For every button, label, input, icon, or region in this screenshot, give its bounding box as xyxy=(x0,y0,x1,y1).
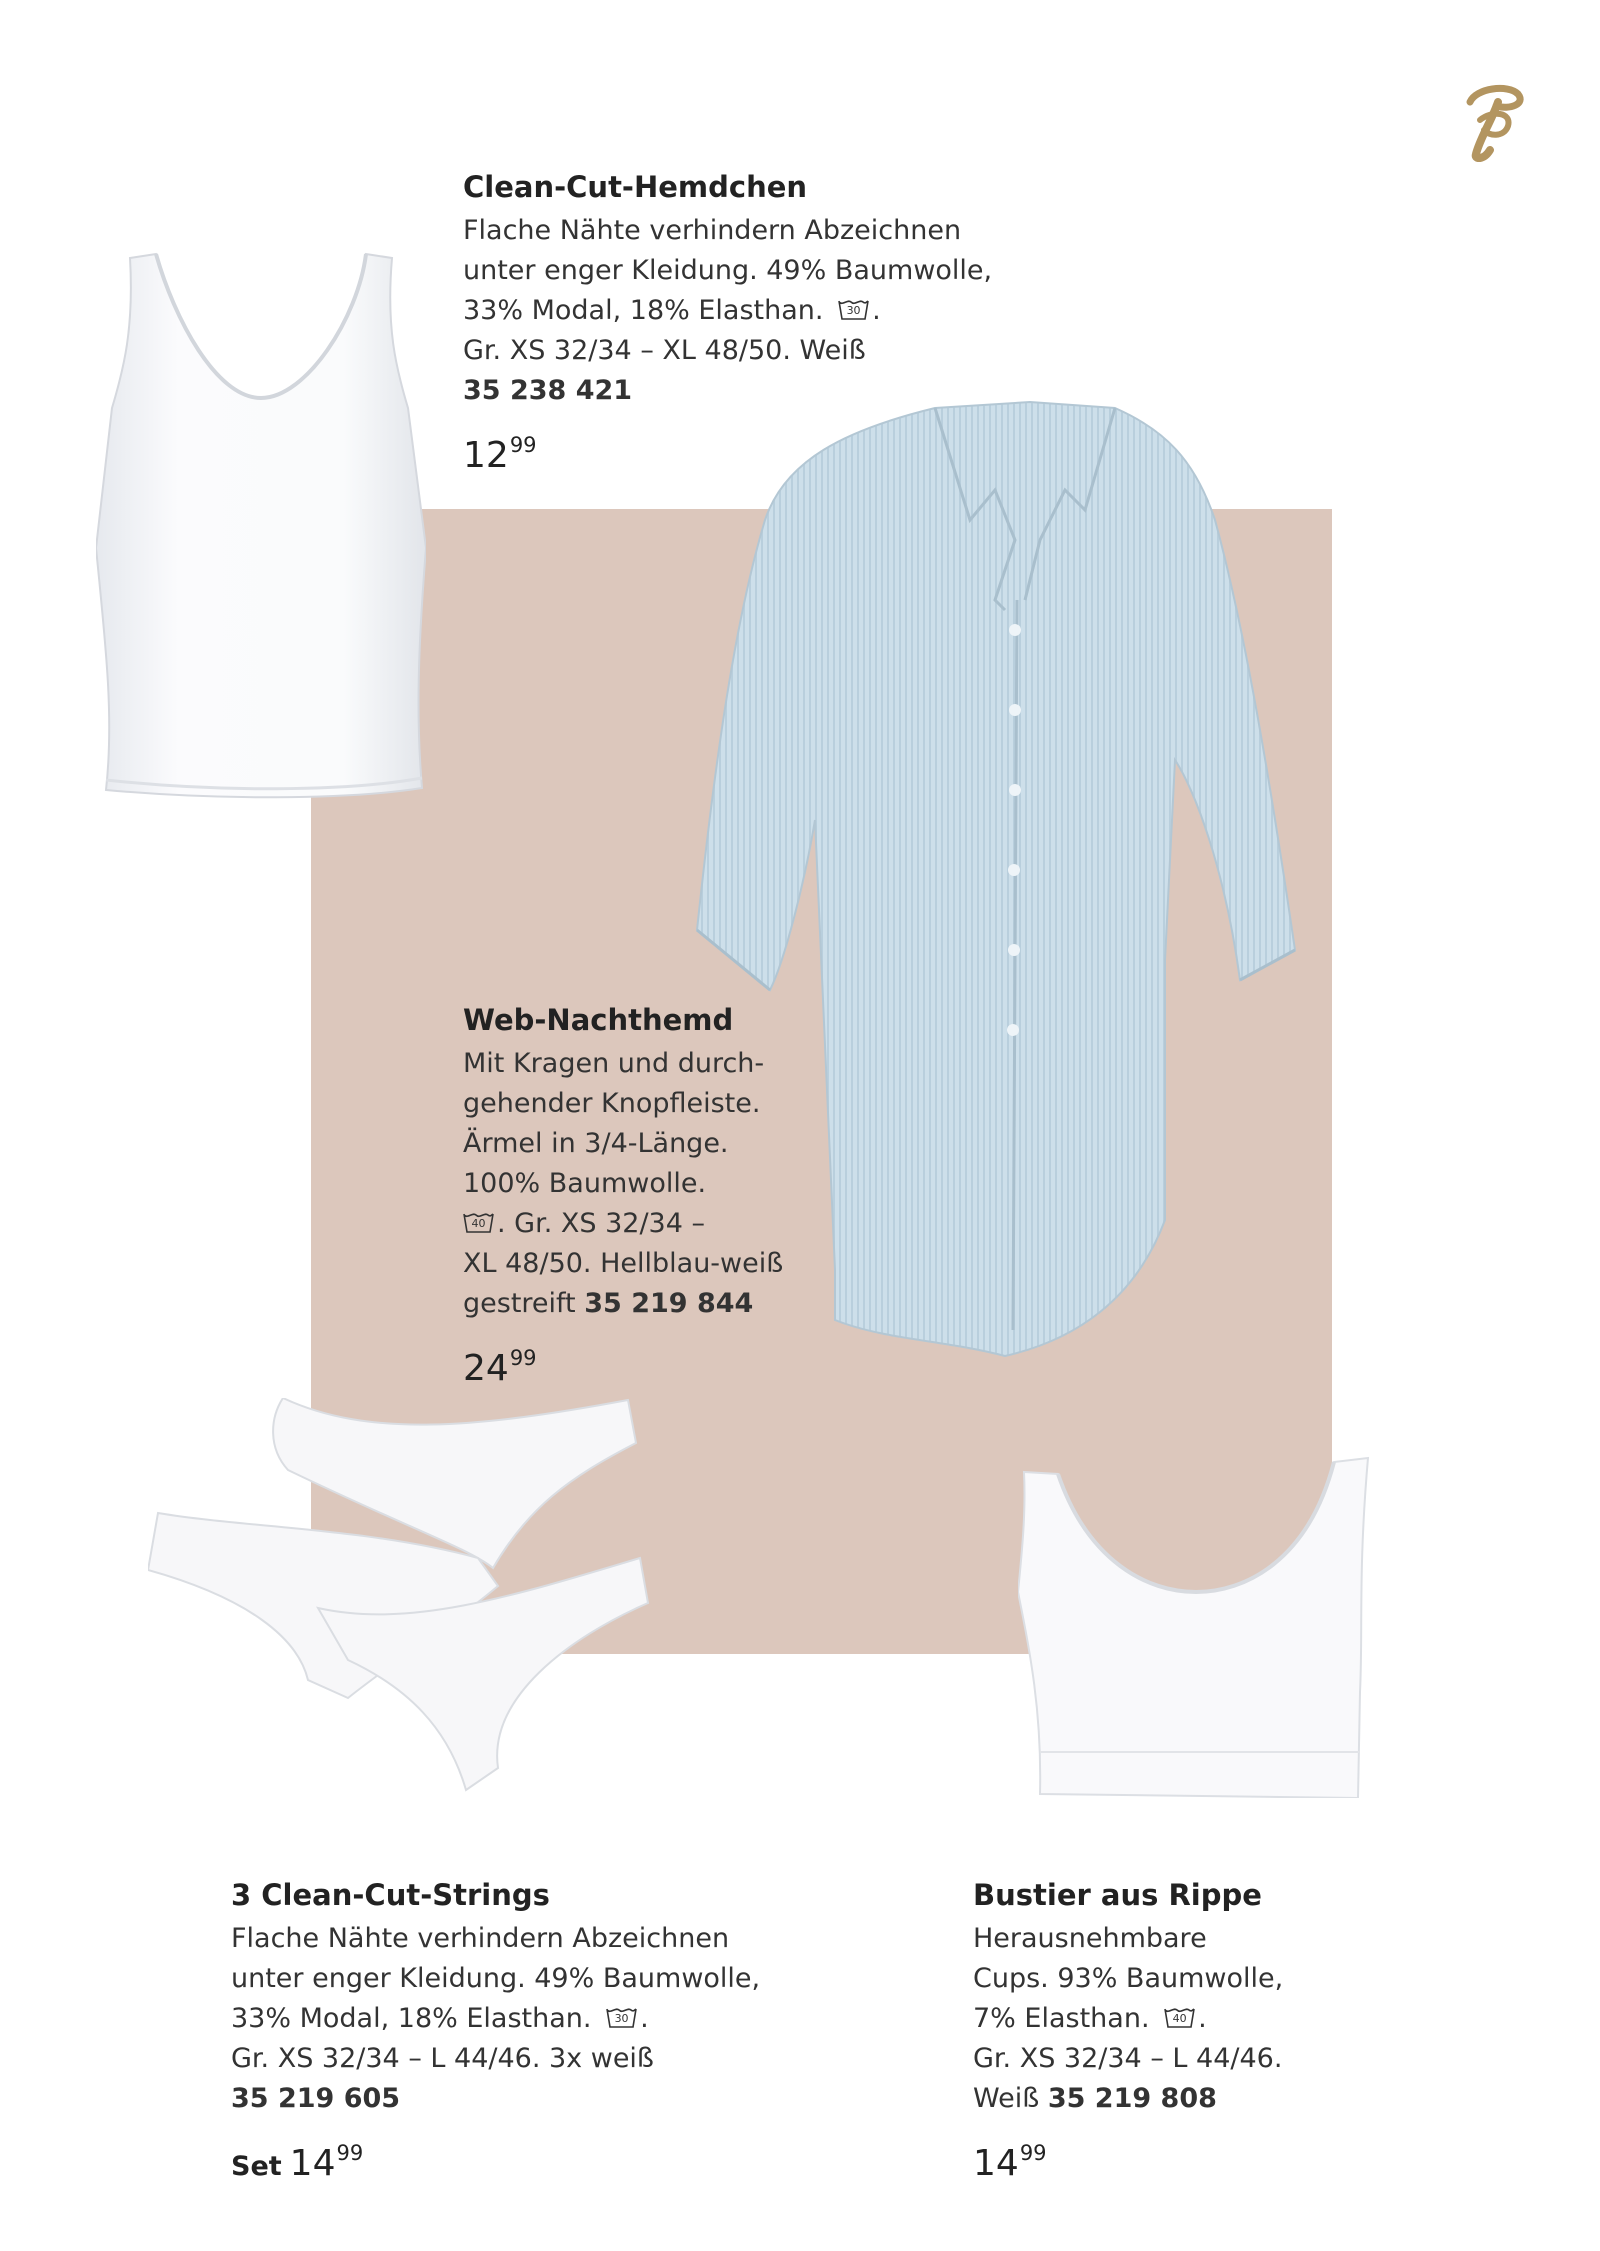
description-line xyxy=(973,2079,1283,2119)
description-line: Cups. 93% Baumwolle, xyxy=(973,1963,1284,1994)
product-bustier-aus-rippe[interactable] xyxy=(973,1878,1283,2184)
product-description xyxy=(463,211,992,411)
description-line: Gr. XS 32/34 – L 44/46. 3x weiß xyxy=(231,2043,654,2074)
price xyxy=(231,2141,760,2184)
wash-temperature: 30 xyxy=(846,304,861,317)
price xyxy=(463,1346,783,1389)
product-title: Bustier aus Rippe xyxy=(973,1878,1262,1912)
wash-30-icon xyxy=(838,298,869,321)
article-number: 35 238 421 xyxy=(463,375,633,406)
description-text: Weiß xyxy=(973,2083,1040,2114)
wash-temperature: 40 xyxy=(471,1217,486,1230)
product-title: 3 Clean-Cut-Strings xyxy=(231,1878,550,1912)
description-line: 33% Modal, 18% Elasthan. 30 . xyxy=(231,2003,649,2034)
description-line: Flache Nähte verhindern Abzeichnen xyxy=(231,1923,730,1954)
price-main: 12 xyxy=(463,435,509,476)
description-line xyxy=(463,1204,783,1244)
description-text: 33% Modal, 18% Elasthan. xyxy=(463,295,824,326)
product-web-nachthemd[interactable] xyxy=(463,1003,783,1389)
price-main: 14 xyxy=(289,2143,336,2184)
description-text: 33% Modal, 18% Elasthan. xyxy=(231,2003,592,2034)
product-clean-cut-hemdchen[interactable] xyxy=(463,170,992,476)
description-line: unter enger Kleidung. 49% Baumwolle, xyxy=(231,1963,761,1994)
wash-40-icon xyxy=(1164,2006,1195,2029)
description-line: Mit Kragen und durch- xyxy=(463,1048,765,1079)
description-line: Ärmel in 3/4-Länge. xyxy=(463,1128,729,1159)
price-cents: 99 xyxy=(336,2141,364,2165)
price xyxy=(463,433,992,476)
price-main: 14 xyxy=(973,2143,1019,2184)
description-line: gehender Knopfleiste. xyxy=(463,1088,761,1119)
product-description xyxy=(973,1919,1283,2119)
description-line: 7% Elasthan. 40 . xyxy=(973,2003,1207,2034)
description-line: unter enger Kleidung. 49% Baumwolle, xyxy=(463,255,993,286)
bustier-image[interactable] xyxy=(1018,1452,1374,1798)
strings-image[interactable] xyxy=(148,1398,653,1798)
description-line: XL 48/50. Hellblau-weiß xyxy=(463,1248,784,1279)
product-description xyxy=(231,1919,760,2119)
wash-30-icon xyxy=(606,2006,637,2029)
price-cents: 99 xyxy=(509,1346,537,1370)
price-cents: 99 xyxy=(1019,2141,1047,2165)
description-line: Gr. XS 32/34 – XL 48/50. Weiß xyxy=(463,335,866,366)
wash-temperature: 30 xyxy=(614,2012,629,2025)
description-line: Gr. XS 32/34 – L 44/46. xyxy=(973,2043,1283,2074)
price-prefix: Set xyxy=(231,2151,282,2182)
price xyxy=(973,2141,1283,2184)
description-line xyxy=(463,1284,783,1324)
article-number: 35 219 844 xyxy=(584,1288,754,1319)
wash-40-icon xyxy=(463,1211,494,1234)
product-title: Clean-Cut-Hemdchen xyxy=(463,170,808,204)
wash-temperature: 40 xyxy=(1172,2012,1187,2025)
article-number: 35 219 808 xyxy=(1047,2083,1217,2114)
tank-top-image[interactable] xyxy=(96,248,426,808)
description-line: 33% Modal, 18% Elasthan. 30 . xyxy=(463,295,881,326)
description-line: Herausnehmbare xyxy=(973,1923,1207,1954)
product-title: Web-Nachthemd xyxy=(463,1003,734,1037)
description-text: gestreift xyxy=(463,1288,576,1319)
article-number: 35 219 605 xyxy=(231,2083,401,2114)
nightshirt-image[interactable] xyxy=(695,400,1300,1360)
tchibo-logo-icon[interactable] xyxy=(1462,80,1526,162)
description-line: Flache Nähte verhindern Abzeichnen xyxy=(463,215,962,246)
description-text: 7% Elasthan. xyxy=(973,2003,1150,2034)
description-text: . Gr. XS 32/34 – xyxy=(497,1208,705,1239)
product-clean-cut-strings[interactable] xyxy=(231,1878,760,2184)
price-main: 24 xyxy=(463,1348,509,1389)
product-description xyxy=(463,1044,783,1324)
price-cents: 99 xyxy=(509,433,537,457)
description-line: 100% Baumwolle. xyxy=(463,1168,707,1199)
